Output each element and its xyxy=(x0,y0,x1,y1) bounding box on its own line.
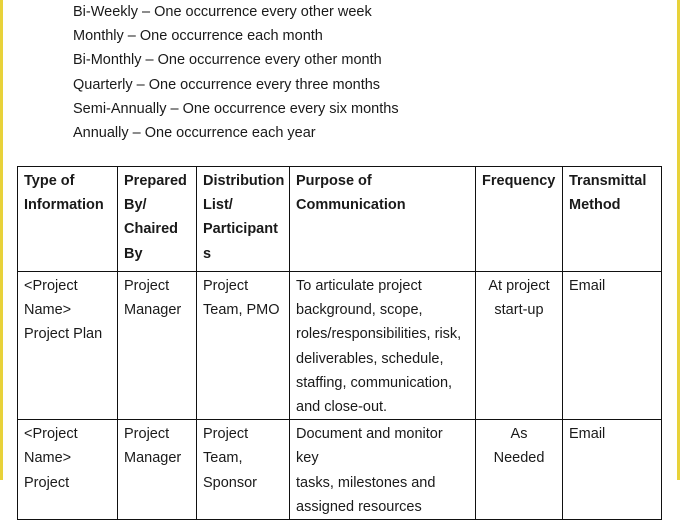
cell-purpose: To articulate project background, scope, roles/responsibilities, risk, deliverables, schedule, staffing, communication, and close-out. xyxy=(290,272,476,420)
frequency-definitions-list xyxy=(73,0,399,145)
cell-method: Email xyxy=(563,420,662,520)
cell-purpose: Document and monitor key tasks, milestones and assigned resources xyxy=(290,420,476,520)
list-item: Semi-Annually – One occurrence every six months xyxy=(73,100,399,117)
list-item: Bi-Weekly – One occurrence every other week xyxy=(73,4,372,20)
header-frequency: Frequency xyxy=(476,167,563,272)
table-row xyxy=(18,420,662,520)
page-frame-left xyxy=(0,0,3,480)
cell-distribution: Project Team, Sponsor xyxy=(197,420,290,520)
communication-plan-table xyxy=(17,166,662,520)
cell-frequency: At project start-up xyxy=(476,272,563,420)
cell-type: <Project Name> Project Plan xyxy=(18,272,118,420)
cell-method: Email xyxy=(563,272,662,420)
table-header-row xyxy=(18,167,662,272)
header-prepared-by: Prepared By/ Chaired By xyxy=(118,167,197,272)
header-purpose: Purpose of Communication xyxy=(290,167,476,272)
cell-type: <Project Name> Project xyxy=(18,420,118,520)
header-type-of-information: Type of Information xyxy=(18,167,118,272)
list-item: Annually – One occurrence each year xyxy=(73,125,316,142)
list-item: Monthly – One occurrence each month xyxy=(73,28,323,45)
cell-distribution: Project Team, PMO xyxy=(197,272,290,420)
header-distribution-list: Distribution List/ Participant s xyxy=(197,167,290,272)
cell-prepared-by: Project Manager xyxy=(118,420,197,520)
list-item: Quarterly – One occurrence every three months xyxy=(73,76,381,93)
cell-prepared-by: Project Manager xyxy=(118,272,197,420)
table-row xyxy=(18,272,662,420)
header-transmittal-method: Transmittal Method xyxy=(563,167,662,272)
list-item: Bi-Monthly – One occurrence every other month xyxy=(73,52,382,69)
cell-frequency: As Needed xyxy=(476,420,563,520)
